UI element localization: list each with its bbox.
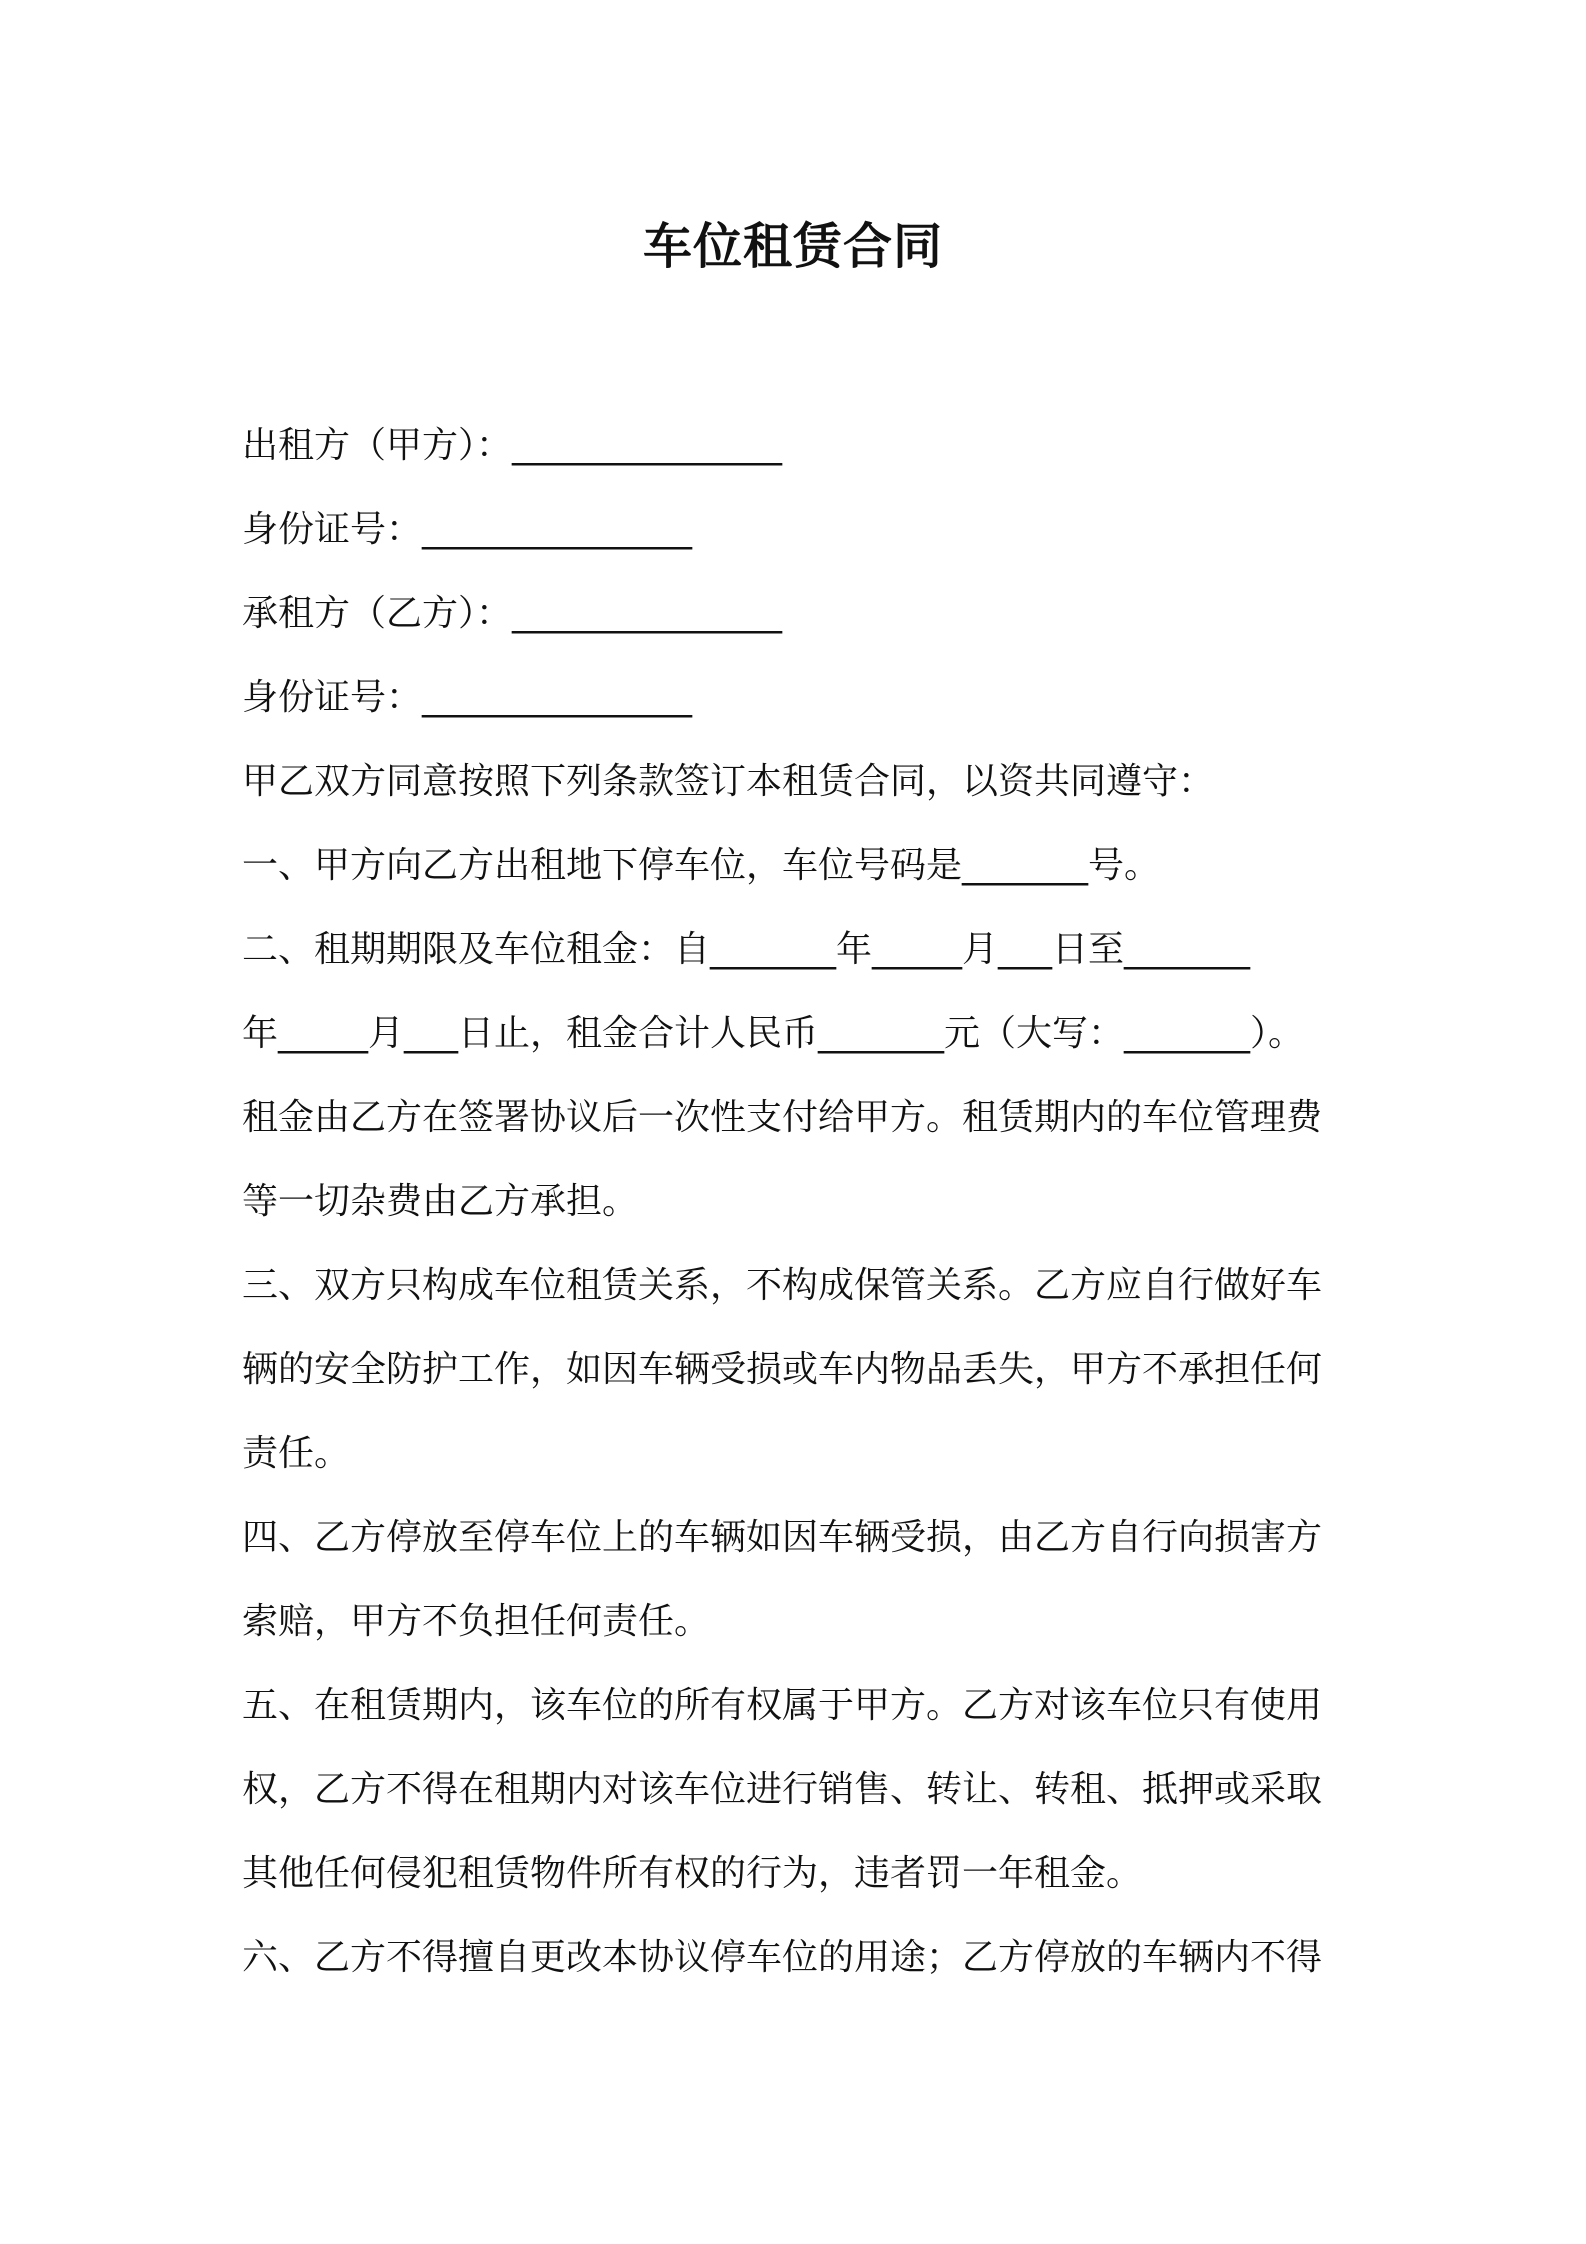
lessor-id-line: 身份证号：_______________ xyxy=(242,509,693,550)
clause-3-line-1: 三、双方只构成车位租赁关系，不构成保管关系。乙方应自行做好车 xyxy=(242,1265,1323,1306)
clause-3-line-2: 辆的安全防护工作，如因车辆受损或车内物品丢失，甲方不承担任何 xyxy=(242,1349,1323,1390)
lessor-party-line: 出租方（甲方）：_______________ xyxy=(242,425,783,466)
document-title: 车位租赁合同 xyxy=(642,218,943,275)
clause-2-line-3: 租金由乙方在签署协议后一次性支付给甲方。租赁期内的车位管理费 xyxy=(242,1097,1323,1138)
agreement-intro-line: 甲乙双方同意按照下列条款签订本租赁合同，以资共同遵守： xyxy=(242,761,1215,802)
clause-3-line-3: 责任。 xyxy=(242,1433,351,1474)
clause-4-line-2: 索赔，甲方不负担任何责任。 xyxy=(242,1601,711,1642)
clause-6-line-1: 六、乙方不得擅自更改本协议停车位的用途；乙方停放的车辆内不得 xyxy=(242,1937,1323,1978)
clause-5-line-2: 权，乙方不得在租期内对该车位进行销售、转让、转租、抵押或采取 xyxy=(242,1769,1323,1810)
clause-5-line-1: 五、在租赁期内，该车位的所有权属于甲方。乙方对该车位只有使用 xyxy=(242,1685,1323,1726)
clause-2-line-1: 二、租期期限及车位租金：自_______年_____月___日至_______ xyxy=(242,929,1251,970)
document-body xyxy=(242,404,1354,2000)
clause-2-line-2: 年_____月___日止，租金合计人民币_______元（大写：_______）。 xyxy=(242,1013,1305,1054)
lessee-party-line: 承租方（乙方）：_______________ xyxy=(242,593,783,634)
clause-1-line: 一、甲方向乙方出租地下停车位，车位号码是_______号。 xyxy=(242,845,1161,886)
clause-5-line-3: 其他任何侵犯租赁物件所有权的行为，违者罚一年租金。 xyxy=(242,1853,1143,1894)
clause-2-line-4: 等一切杂费由乙方承担。 xyxy=(242,1181,639,1222)
lessee-id-line: 身份证号：_______________ xyxy=(242,677,693,718)
clause-4-line-1: 四、乙方停放至停车位上的车辆如因车辆受损，由乙方自行向损害方 xyxy=(242,1517,1323,1558)
